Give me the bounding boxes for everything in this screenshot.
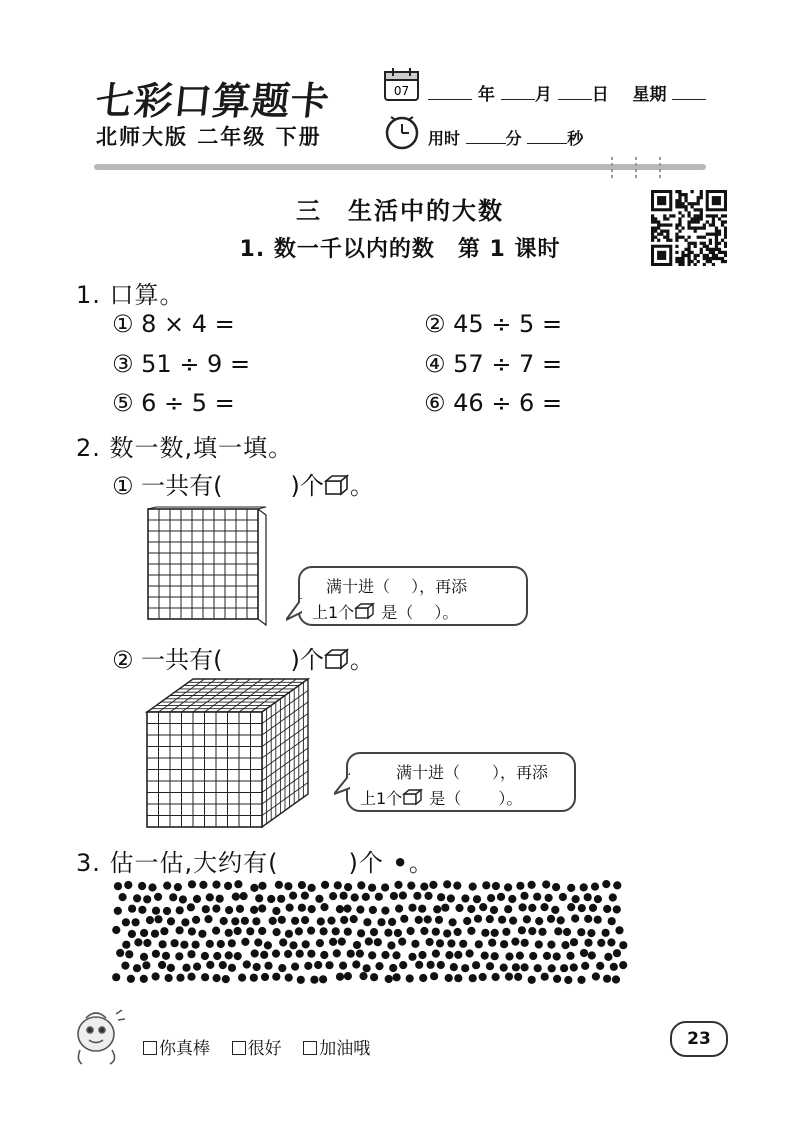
- checkbox-icon: [143, 1041, 157, 1055]
- time-fields: [428, 126, 583, 149]
- question-1-heading: 1. 口算。: [76, 281, 185, 309]
- cube-icon: [402, 788, 424, 806]
- hint-2-line-2-post: 是（ ）。: [429, 789, 523, 808]
- minutes-blank[interactable]: [466, 127, 506, 144]
- problem-6: ⑥ 46 ÷ 6 =: [424, 389, 563, 417]
- clock-icon: [383, 113, 421, 151]
- seconds-blank[interactable]: [527, 127, 567, 144]
- month-blank[interactable]: [501, 83, 535, 100]
- bubble-tail: [334, 772, 350, 796]
- seconds-label: 秒: [567, 129, 584, 148]
- question-3-text-before: 3. 估一估,大约有(: [76, 849, 279, 877]
- year-label: 年: [477, 85, 495, 105]
- mascot-icon: [66, 1004, 136, 1068]
- part-1-text-before: ① 一共有(: [112, 472, 223, 500]
- time-label: 用时: [428, 129, 461, 148]
- rating-label-good: 很好: [247, 1039, 282, 1059]
- hint-1-line-2-pre: 上1个: [312, 603, 355, 622]
- checkbox-icon: [303, 1041, 317, 1055]
- cube-icon: [354, 602, 376, 620]
- cube-icon: [324, 648, 350, 670]
- question-2-heading: 2. 数一数,填一填。: [76, 434, 294, 462]
- problem-4: ④ 57 ÷ 7 =: [424, 350, 563, 378]
- question-2-part-1: [112, 466, 374, 501]
- question-2-part-2: [112, 640, 374, 675]
- hint-1-line-2: [312, 600, 516, 626]
- problem-3: ③ 51 ÷ 9 =: [112, 350, 251, 378]
- dot-symbol: •: [392, 849, 409, 877]
- unit-title: 三 生活中的大数: [296, 197, 504, 225]
- hint-1-line-2-post: 是（ ）。: [381, 603, 459, 622]
- question-3-text-after: )个: [348, 849, 384, 877]
- question-3-heading: [76, 843, 434, 878]
- page-number: 23: [670, 1021, 728, 1057]
- problem-1: ① 8 × 4 =: [112, 310, 235, 338]
- dot-field: [110, 878, 630, 988]
- day-blank[interactable]: [558, 83, 592, 100]
- part-1-text-after: )个: [290, 472, 324, 500]
- weekday-label: 星期: [632, 85, 667, 105]
- hundred-flat-block: [146, 505, 272, 631]
- rating-label-great: 你真棒: [159, 1039, 210, 1059]
- rating-option-great[interactable]: [143, 1039, 210, 1059]
- rating-option-good[interactable]: [232, 1039, 282, 1059]
- calendar-icon: [383, 66, 421, 102]
- part-2-text-before: ② 一共有(: [112, 646, 223, 674]
- day-label: 日: [591, 85, 609, 105]
- hint-2-line-2: [360, 786, 564, 812]
- part-1-end: 。: [349, 472, 374, 500]
- date-fields: [428, 80, 706, 105]
- rating-label-keep-going: 加油哦: [319, 1039, 371, 1059]
- hint-bubble-2: [346, 752, 576, 812]
- month-label: 月: [534, 85, 552, 105]
- problem-5: ⑤ 6 ÷ 5 =: [112, 389, 235, 417]
- part-2-text-after: )个: [290, 646, 324, 674]
- hint-bubble-1: [298, 566, 528, 626]
- self-rating: [143, 1034, 370, 1059]
- cube-icon: [324, 474, 350, 496]
- hint-2-line-1: 满十进（ ），再添: [396, 763, 549, 782]
- checkbox-icon: [232, 1041, 246, 1055]
- bubble-tail: [286, 598, 302, 622]
- problem-2: ② 45 ÷ 5 =: [424, 310, 563, 338]
- divider-ornament: [600, 155, 680, 183]
- calendar-day: 07: [393, 84, 410, 98]
- lesson-title: 1. 数一千以内的数 第 1 课时: [239, 237, 561, 262]
- thousand-cube-block: [144, 676, 336, 834]
- hint-2-line-2-pre: 上1个: [360, 789, 403, 808]
- part-2-end: 。: [349, 646, 374, 674]
- hint-1-line-1: 满十进（ ），再添: [326, 577, 468, 596]
- edition-label: 北师大版 二年级 下册: [96, 125, 322, 149]
- minutes-label: 分: [505, 129, 522, 148]
- weekday-blank[interactable]: [672, 83, 706, 100]
- rating-option-keep-going[interactable]: [303, 1039, 370, 1059]
- brand-title: 七彩口算题卡: [93, 78, 333, 123]
- year-blank[interactable]: [428, 83, 472, 100]
- question-3-end: 。: [408, 849, 434, 877]
